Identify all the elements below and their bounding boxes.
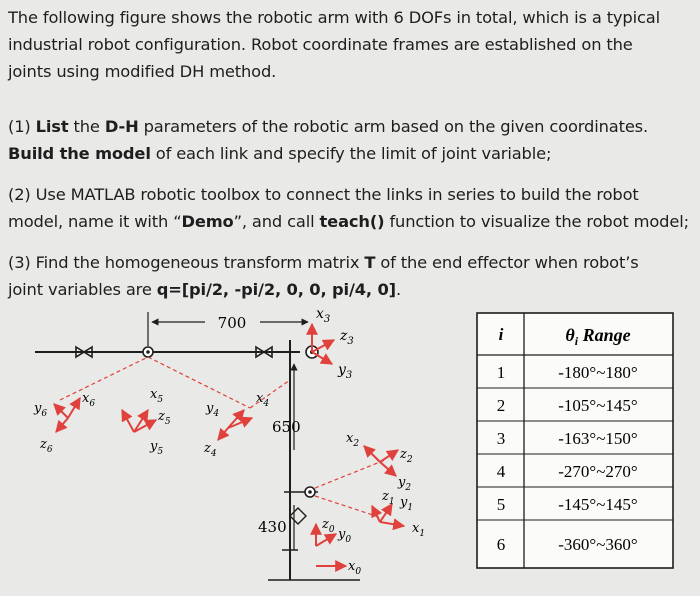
q2-bold-teach: teach() [319,212,385,232]
label-z6: z [40,437,47,452]
label-x0-sub: 0 [355,567,362,577]
label-y2: y [398,475,406,490]
svg-text:y3 [337,362,352,381]
q1-text-3: of each link and specify the limit of joint variable; [150,144,552,164]
label-z2: z [400,447,407,462]
svg-text:x2 [346,431,359,449]
question-3 [8,249,694,303]
svg-text:z6 [39,437,53,455]
intro-line-3: joints using modified DH method. [8,62,277,82]
q1-text-2: parameters of the robotic arm based on the given coordinates. [138,117,649,136]
label-y4: y [206,401,214,416]
label-z3-sub: 3 [347,336,354,347]
table-cell-range: -163°~150° [558,429,638,448]
q3-text-a: (3) Find the homogeneous transform matrix [8,253,365,272]
svg-text:z3 [339,328,354,347]
table-cell-i: 3 [496,429,506,448]
dim-700-label: 700 [217,314,247,332]
label-z4-sub: 4 [210,449,217,459]
table-header-theta-sub: i [574,334,579,348]
svg-text:x6 [82,391,95,409]
q2-line-2 [8,208,694,235]
label-y5: y [150,439,158,454]
label-z5-sub: 5 [164,417,171,427]
table-header-theta: θ [565,325,575,345]
label-y6: y [34,401,42,416]
table-header-i: i [498,325,504,344]
svg-text:y4 [205,401,219,419]
svg-text:x1 [412,521,425,539]
table-header-range-label: Range [578,325,631,345]
svg-text:z2 [399,447,413,465]
table-cell-range: -270°~270° [558,462,638,481]
table-cell-range: -145°~145° [558,495,638,514]
table-cell-i: 2 [496,396,506,415]
table-cell-i: 5 [496,495,506,514]
q2-text-a: model, name it with “ [8,212,182,232]
label-x5: x [150,387,158,402]
q1-bold-build: Build the model [8,144,151,164]
svg-text:z4 [203,441,217,459]
label-x2: x [346,431,354,446]
label-y6-sub: 6 [41,409,48,419]
svg-text:z1 [381,489,395,507]
dashed-guides [60,357,385,518]
q3-text-c: joint variables are [8,280,157,300]
frame-0-axes [290,508,361,577]
svg-text:z5 [157,409,171,427]
svg-text:z0 [321,517,335,535]
vertical-column [258,364,360,580]
label-x2-sub: 2 [353,439,360,449]
robot-arm-diagram [0,300,470,596]
table-cell-range: -360°~360° [558,535,638,554]
dim-430-label: 430 [258,518,287,536]
table-cell-range: -105°~145° [558,396,638,415]
label-z0: z [322,517,329,532]
svg-text:y0 [337,527,351,545]
label-x6-sub: 6 [89,399,96,409]
label-y3-sub: 3 [345,370,353,381]
q3-bold-q: q=[pi/2, -pi/2, 0, 0, pi/4, 0] [156,280,396,300]
q1-text-1: the [68,117,105,136]
label-x3: x [316,306,324,322]
label-z4: z [204,441,211,456]
table-cell-i: 1 [496,363,506,382]
table-cell-i: 4 [496,462,506,481]
label-y1-sub: 1 [407,503,414,513]
label-y0-sub: 0 [345,535,352,545]
intro-line-2: industrial robot configuration. Robot coordinate frames are established on the [8,35,633,55]
label-y0: y [338,527,346,542]
label-y4-sub: 4 [213,409,220,419]
q1-line-1 [8,113,694,140]
label-x5-sub: 5 [157,395,164,405]
q1-prefix: (1) [8,117,36,136]
frame-3-axes [312,306,354,381]
svg-text:x3 [316,306,330,325]
label-x4-sub: 4 [263,399,270,409]
label-x1: x [412,521,420,536]
q3-bold-t: T [364,253,376,272]
intro-line-1: The following figure shows the robotic arm with 6 DOFs in total, which is a typical [8,8,660,27]
svg-text:x0 [348,559,361,577]
table-cell-range: -180°~180° [558,363,638,382]
q3-line-1 [8,249,694,276]
label-y3: y [338,362,346,378]
svg-text:x5 [150,387,163,405]
svg-text:x4 [256,391,269,409]
label-x1-sub: 1 [419,529,426,539]
frame-5-axes [122,387,171,457]
label-y5-sub: 5 [157,447,164,457]
dim-650-label: 650 [272,418,301,436]
frame-6-axes [33,391,95,455]
table-cell-i: 6 [496,535,506,554]
q3-text-d: . [395,280,401,300]
label-z1-sub: 1 [388,497,395,507]
q2-line-1: (2) Use MATLAB robotic toolbox to connect the links in series to build the robot [8,185,639,204]
q2-text-b: ”, and call [233,212,320,232]
question-2 [8,181,694,235]
intro-paragraph [8,4,694,86]
label-x6: x [82,391,90,406]
q2-text-c: function to visualize the robot model; [384,212,689,232]
label-x3-sub: 3 [323,314,331,325]
svg-text:y5 [149,439,163,457]
label-z5: z [158,409,165,424]
q2-bold-demo: Demo [181,212,234,232]
frame-2-axes [346,431,413,493]
label-z6-sub: 6 [46,445,53,455]
svg-text:y1 [399,495,413,513]
q1-bold-dh: D-H [104,117,139,136]
joint-range-table [474,310,678,572]
label-x4: x [256,391,264,406]
horizontal-arm [35,340,318,364]
dimension-700 [148,312,308,346]
frame-1-axes [372,489,425,539]
label-z2-sub: 2 [406,455,413,465]
label-y1: y [400,495,408,510]
q3-text-b: of the end effector when robot’s [375,253,639,272]
label-y2-sub: 2 [405,483,412,493]
q1-line-2 [8,140,694,167]
svg-text:y2 [397,475,411,493]
label-z1: z [382,489,389,504]
label-z0-sub: 0 [328,525,335,535]
q1-bold-list: List [35,117,69,136]
question-1 [8,113,694,167]
label-x0: x [348,559,356,574]
label-z3: z [340,328,348,344]
svg-text:y6 [33,401,47,419]
